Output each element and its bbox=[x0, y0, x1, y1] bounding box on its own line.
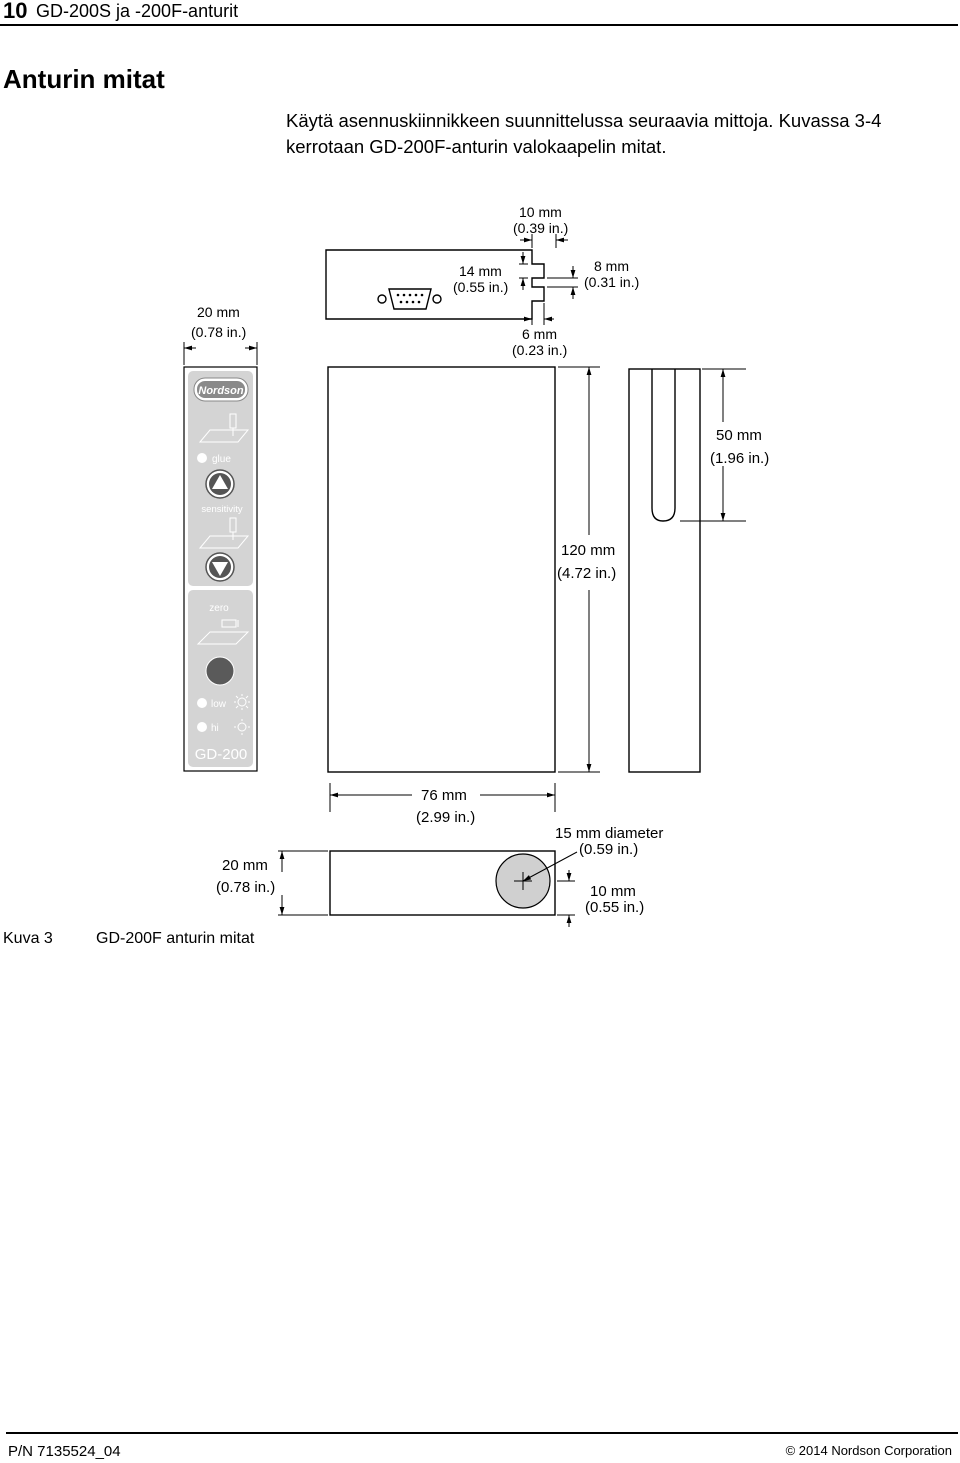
dim-top-10-mm: 10 mm bbox=[519, 204, 562, 220]
front-panel bbox=[184, 367, 257, 771]
dim-top-6-in: (0.23 in.) bbox=[512, 342, 568, 358]
dim-diameter-15-in: (0.59 in.) bbox=[579, 841, 639, 858]
label-glue: glue bbox=[212, 454, 231, 465]
footer-rule bbox=[6, 1432, 958, 1434]
dim-height-120-mm: 120 mm bbox=[561, 542, 616, 559]
zero-button[interactable] bbox=[206, 657, 234, 685]
dim-bottom-10-mm: 10 mm bbox=[590, 883, 636, 900]
label-low: low bbox=[211, 699, 227, 710]
dim-slot-50-mm: 50 mm bbox=[716, 427, 762, 444]
intro-paragraph: Käytä asennuskiinnikkeen suunnittelussa seuraavia mittoja. Kuvassa 3-4 kerrotaan GD-200F-anturin valokaapelin mitat. bbox=[286, 110, 882, 157]
top-view bbox=[326, 250, 544, 319]
slot-view bbox=[629, 369, 700, 772]
dim-diameter-15-mm: 15 mm diameter bbox=[555, 825, 664, 842]
dim-top-8-in: (0.31 in.) bbox=[584, 274, 640, 290]
document-title: GD-200S ja -200F-anturit bbox=[36, 1, 239, 21]
dim-top-8-mm: 8 mm bbox=[594, 258, 629, 274]
hi-indicator-icon bbox=[197, 722, 207, 732]
dim-bottom-20-in: (0.78 in.) bbox=[216, 879, 276, 896]
label-zero: zero bbox=[209, 603, 229, 614]
sensitivity-down-button[interactable] bbox=[206, 553, 234, 581]
low-indicator-icon bbox=[197, 698, 207, 708]
dim-height-120-in: (4.72 in.) bbox=[557, 565, 617, 582]
sensitivity-up-button[interactable] bbox=[206, 470, 234, 498]
dim-bottom-76-in: (2.99 in.) bbox=[416, 809, 476, 826]
dim-top-14-mm: 14 mm bbox=[459, 263, 502, 279]
brand-logo: Nordson bbox=[198, 385, 244, 397]
page-number: 10 bbox=[3, 0, 28, 23]
copyright: © 2014 Nordson Corporation bbox=[785, 1443, 952, 1458]
dim-width-20-in: (0.78 in.) bbox=[191, 324, 247, 340]
dim-top-6-mm: 6 mm bbox=[522, 326, 557, 342]
dim-top-14-in: (0.55 in.) bbox=[453, 279, 509, 295]
dim-slot-50-in: (1.96 in.) bbox=[710, 450, 770, 467]
dim-width-20-mm: 20 mm bbox=[197, 304, 240, 320]
dim-bottom-10-in: (0.55 in.) bbox=[585, 899, 645, 916]
glue-indicator-icon bbox=[197, 453, 207, 463]
dim-bottom-20-mm: 20 mm bbox=[222, 857, 268, 874]
dim-bottom-76-mm: 76 mm bbox=[421, 787, 467, 804]
label-sensitivity: sensitivity bbox=[201, 504, 243, 515]
section-title: Anturin mitat bbox=[3, 64, 165, 94]
dim-top-10-in: (0.39 in.) bbox=[513, 220, 569, 236]
figure-caption: GD-200F anturin mitat bbox=[96, 930, 255, 947]
part-number: P/N 7135524_04 bbox=[8, 1443, 121, 1460]
panel-model-label: GD-200 bbox=[194, 746, 248, 763]
label-hi: hi bbox=[211, 723, 219, 734]
side-view-body bbox=[328, 367, 555, 772]
figure-number: Kuva 3 bbox=[3, 930, 53, 947]
